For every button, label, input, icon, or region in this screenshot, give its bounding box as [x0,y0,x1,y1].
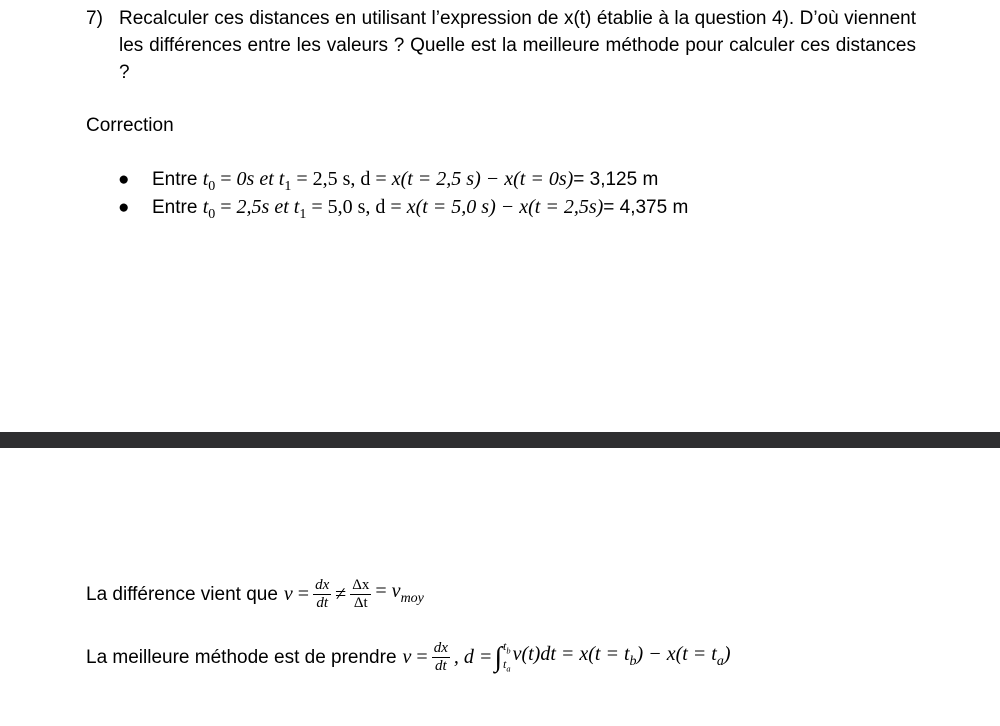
correction-list [86,166,688,222]
item-result: = 3,125 m [573,169,659,190]
integral-sign: ∫ $t_b$ $t_a$ [494,639,511,673]
fraction-delta: $\frac{\Delta x}{\Delta t}$ [352,577,370,611]
correction-heading: Correction [86,115,174,136]
fraction-dx-dt: $\frac{dx}{dt}$ [315,577,330,611]
list-item [86,194,688,222]
fraction-dx-dt: $\frac{dx}{dt}$ [433,640,448,674]
question-number: 7) [86,8,103,29]
list-item [86,166,688,194]
method-explanation [86,640,731,675]
item-prefix: Entre [152,197,198,218]
difference-text: La différence vient que [86,584,278,605]
method-text: La meilleure méthode est de prendre [86,647,397,668]
math-vmoy: = $v_{moy}$ [375,579,424,606]
item-prefix: Entre [152,169,198,190]
question-text: Recalculer ces distances en utilisant l’expression de x(t) établie à la question 4). D’où viennent les différences entre les valeurs ? Quelle est la meilleure méthode pour calculer ces distances ? [119,8,916,83]
bullet-icon: ● [118,169,130,190]
math-v: v = [283,583,310,605]
math-expression: $t_0 = 0s$ et $t_1 = 2,5$ s, d = x(t = 2,5 s) − x(t = 0s) [202,168,574,194]
math-d: , d = [453,646,493,668]
difference-explanation [86,577,424,612]
bullet-icon: ● [118,197,130,218]
math-integrand: $v(t)dt = x(t = t_b) - x(t = t_a)$ [512,642,731,669]
not-equal-sign: ≠ [335,583,347,605]
math-expression: $t_0 = 2,5s$ et $t_1 = 5,0$ s, d = x(t = 5,0 s) − x(t = 2,5s) [202,196,604,222]
item-result: = 4,375 m [603,197,689,218]
page-divider [0,432,1000,448]
math-v: v = [402,646,428,668]
